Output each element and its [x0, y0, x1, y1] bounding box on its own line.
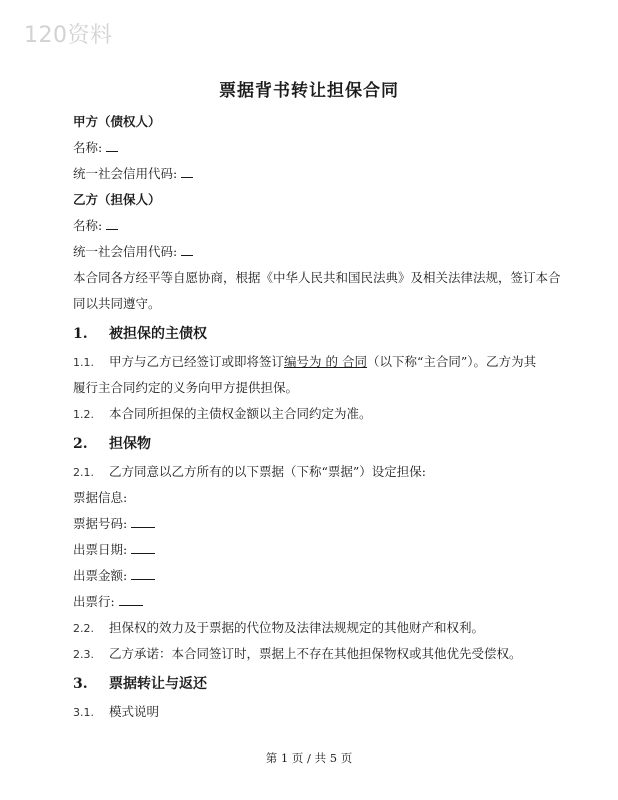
clause-1-2 — [73, 405, 372, 424]
clause-1-1-line-1 — [73, 353, 536, 372]
intro-line-1: 本合同各方经平等自愿协商，根据《中华人民共和国民法典》及相关法律法规，签订本合 — [73, 270, 561, 285]
section-1-heading — [73, 323, 207, 343]
clause-2-1 — [73, 463, 426, 482]
document-title: 票据背书转让担保合同 — [219, 81, 399, 101]
intro-line-2: 同以共同遵守。 — [73, 296, 161, 311]
party-b-code-blank — [181, 243, 193, 256]
party-a-code-label: 统一社会信用代码: — [73, 166, 178, 181]
contract-name-blank: 合同 — [342, 354, 368, 369]
section-2-title: 担保物 — [109, 436, 151, 452]
drawer-bank-row — [73, 593, 143, 611]
section-3-heading — [73, 673, 207, 693]
issue-amount-blank — [131, 567, 155, 580]
section-2-number: 2. — [73, 436, 88, 452]
clause-2-3-text: 乙方承诺：本合同签订时，票据上不存在其他担保物权或其他优先受偿权。 — [109, 646, 522, 661]
issue-amount-row — [73, 567, 155, 585]
section-1-number: 1. — [73, 326, 88, 342]
issue-amount-label: 出票金额: — [73, 568, 128, 583]
issue-date-blank — [131, 541, 155, 554]
bill-number-blank — [131, 515, 155, 528]
section-3-number: 3. — [73, 676, 88, 692]
bill-number-label: 票据号码: — [73, 516, 128, 531]
party-a-code-row — [73, 165, 193, 183]
clause-2-1-text: 乙方同意以乙方所有的以下票据（下称“票据”）设定担保: — [109, 464, 426, 479]
contract-of-blank: 的 — [325, 354, 339, 369]
clause-3-1-text: 模式说明 — [109, 704, 160, 719]
party-b-name-row — [73, 217, 118, 235]
clause-3-1 — [73, 703, 159, 722]
clause-3-1-number: 3.1. — [73, 706, 94, 719]
drawer-bank-label: 出票行: — [73, 594, 115, 609]
issue-date-label: 出票日期: — [73, 542, 128, 557]
watermark-logo: 120资料 — [24, 23, 113, 48]
clause-2-2-number: 2.2. — [73, 622, 94, 635]
party-b-name-label: 名称: — [73, 218, 103, 233]
issue-date-row — [73, 541, 155, 559]
contract-number-blank: 编号为 — [284, 354, 322, 369]
page-footer: 第 1 页 / 共 5 页 — [265, 751, 353, 765]
party-b-heading: 乙方（担保人） — [73, 192, 161, 207]
party-b-code-row — [73, 243, 193, 261]
party-b-code-label: 统一社会信用代码: — [73, 244, 178, 259]
clause-1-1-text-end: （以下称“主合同”）。乙方为其 — [367, 354, 537, 369]
clause-1-1-text: 甲方与乙方已经签订或即将签订 — [109, 354, 285, 369]
party-a-code-blank — [181, 165, 193, 178]
clause-2-1-number: 2.1. — [73, 466, 94, 479]
clause-2-3-number: 2.3. — [73, 648, 94, 661]
section-3-title: 票据转让与返还 — [109, 676, 207, 692]
clause-1-2-number: 1.2. — [73, 408, 94, 421]
party-a-heading: 甲方（债权人） — [73, 114, 161, 129]
clause-1-2-text: 本合同所担保的主债权金额以主合同约定为准。 — [109, 406, 372, 421]
clause-1-1-line-2: 履行主合同约定的义务向甲方提供担保。 — [73, 380, 299, 395]
party-a-name-row — [73, 139, 118, 157]
party-b-name-blank — [106, 217, 118, 230]
party-a-name-label: 名称: — [73, 140, 103, 155]
drawer-bank-blank — [119, 593, 143, 606]
clause-1-1-number: 1.1. — [73, 356, 94, 369]
clause-2-2-text: 担保权的效力及于票据的代位物及法律法规规定的其他财产和权利。 — [109, 620, 485, 635]
bill-info-label: 票据信息: — [73, 490, 128, 505]
clause-2-2 — [73, 619, 484, 638]
party-a-name-blank — [106, 139, 118, 152]
section-1-title: 被担保的主债权 — [109, 326, 207, 342]
section-2-heading — [73, 433, 151, 453]
bill-number-row — [73, 515, 155, 533]
clause-2-3 — [73, 645, 522, 664]
